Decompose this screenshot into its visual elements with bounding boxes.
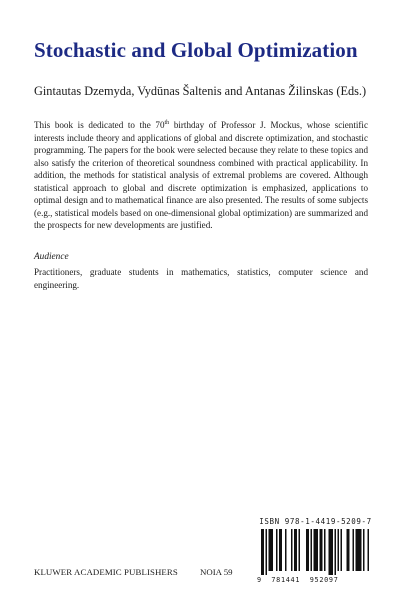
book-title: Stochastic and Global Optimization <box>34 38 358 62</box>
barcode-bar <box>261 529 264 575</box>
barcode-bar <box>306 529 309 571</box>
isbn-label: ISBN 978-1-4419-5209-7 <box>259 517 372 526</box>
barcode-bar <box>314 529 319 571</box>
barcode-bar <box>266 529 268 575</box>
audience-heading: Audience <box>34 252 69 262</box>
series-label: NOIA 59 <box>200 567 233 577</box>
barcode-number <box>257 576 374 584</box>
barcode-bar <box>291 529 293 571</box>
barcode-bar <box>269 529 274 571</box>
barcode-bar <box>356 529 362 571</box>
barcode-bar <box>320 529 323 571</box>
barcode-bar <box>279 529 282 571</box>
barcode-bar <box>294 529 297 571</box>
barcode-bar <box>363 529 365 571</box>
book-editors: Gintautas Dzemyda, Vydūnas Šaltenis and Antanas Žilinskas (Eds.) <box>34 84 367 98</box>
book-description <box>34 117 368 232</box>
barcode-bar <box>324 529 326 571</box>
audience-text: Practitioners, graduate students in mathematics, statistics, computer science and engineering. <box>34 267 368 290</box>
barcode-bar <box>311 529 313 571</box>
isbn-barcode-block <box>257 517 374 584</box>
barcode-bar <box>335 529 337 575</box>
barcode-image <box>257 529 374 575</box>
barcode-bar <box>285 529 287 571</box>
barcode-bar <box>368 529 370 571</box>
barcode-bar <box>338 529 340 571</box>
barcode-bar <box>353 529 355 571</box>
description-rest: birthday of Professor J. Mockus, whose scientific interests include theory and applications of global and discrete optimization, and stochastic programming. The papers for the book were selected because they relate to these topics and also satisfy the criterion of theoretical soundness combined with practical applicability. In addition, the methods for statistical analysis of extremal problems are covered. Although statistical approach to global and discrete optimization is emphasized, applications to optimal design and to mathematical finance are also presented. The results of some subjects (e.g., statistical models based on one-dimensional global optimization) are summarized and the prospects for new developments are justified. <box>34 120 368 231</box>
description-start: This book is dedicated to the 70 <box>34 120 165 131</box>
barcode-bar <box>347 529 350 571</box>
description-superscript: th <box>164 120 170 126</box>
barcode-bar <box>329 529 334 575</box>
barcode-bar <box>341 529 343 571</box>
barcode-number-right: 952097 <box>309 576 339 584</box>
barcode-bar <box>299 529 301 571</box>
barcode-number-lead: 9 <box>257 576 262 584</box>
barcode-number-left: 781441 <box>271 576 301 584</box>
barcode-bar <box>276 529 278 571</box>
publisher-name: KLUWER ACADEMIC PUBLISHERS <box>34 567 178 577</box>
